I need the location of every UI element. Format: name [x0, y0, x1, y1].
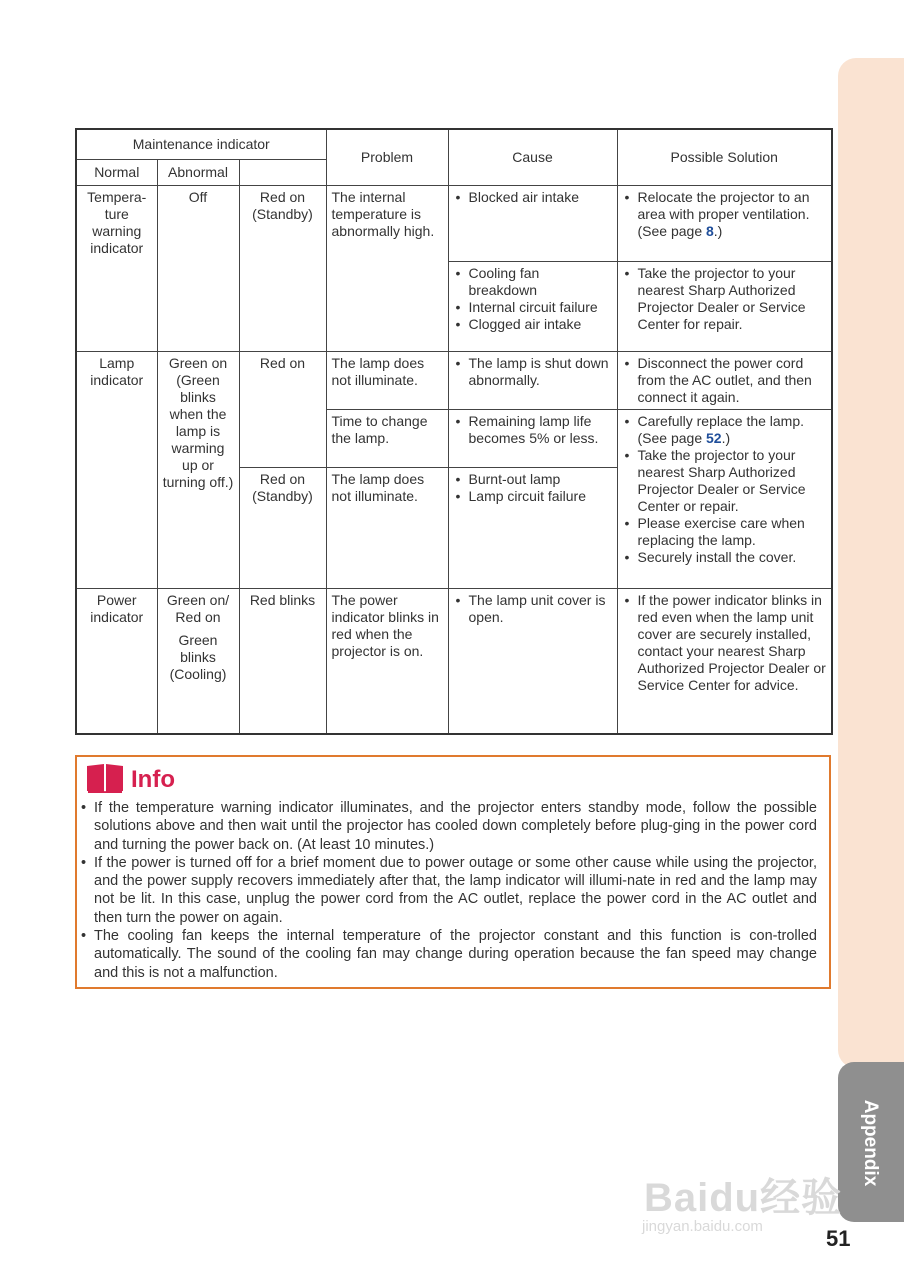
page-link[interactable]: 52: [706, 429, 722, 446]
temperature-indicator-label: Tempera-ture warning indicator: [76, 185, 157, 351]
header-problem: Problem: [326, 129, 448, 185]
solution-item: • Carefully replace the lamp. (See page 52.): [638, 413, 827, 447]
temperature-solution-1: [617, 185, 832, 261]
maintenance-indicator-table: [75, 128, 833, 735]
solution-item: • Please exercise care when replacing the lamp.: [638, 515, 827, 549]
cause-item: • The lamp unit cover is open.: [469, 592, 612, 626]
lamp-indicator-label: Lamp indicator: [76, 351, 157, 588]
watermark-url: jingyan.baidu.com: [642, 1218, 763, 1235]
temperature-cause-1: [448, 185, 617, 261]
lamp-solution-1: [617, 351, 832, 409]
header-cause: Cause: [448, 129, 617, 185]
lamp-abnormal-state-3: Red on (Standby): [239, 467, 326, 588]
cause-item: • The lamp is shut down abnormally.: [469, 355, 612, 389]
appendix-tab-label: Appendix: [860, 1099, 881, 1187]
info-header: [85, 763, 175, 793]
temperature-solution-2: [617, 261, 832, 351]
info-item: • The cooling fan keeps the internal temperature of the projector constant and this function is con-trolled automatically. The sound of the cooling fan may change during operation because the fan speed may change and this is not a malfunction.: [81, 927, 817, 982]
lamp-abnormal-state-1: Red on: [239, 351, 326, 467]
power-indicator-label: Power indicator: [76, 588, 157, 734]
power-normal-line-1: Green on/ Red on: [166, 591, 230, 625]
power-solution: [617, 588, 832, 734]
watermark-logo: Baidu经验: [644, 1176, 843, 1220]
lamp-cause-1: [448, 351, 617, 409]
side-tab-background: [838, 58, 904, 1068]
info-item: • If the temperature warning indicator illuminates, and the projector enters standby mode, follow the possible solutions above and then wait until the projector has cooled down completely before plug-ging in the power cord and turning the power back on. (At least 10 minutes.): [81, 799, 817, 854]
page-number: 51: [826, 1226, 851, 1251]
temperature-abnormal-state: Red on (Standby): [239, 185, 326, 351]
power-cause: [448, 588, 617, 734]
page-link[interactable]: 8: [706, 222, 714, 239]
cause-item: • Lamp circuit failure: [469, 488, 612, 505]
header-maintenance-indicator: Maintenance indicator: [76, 129, 326, 159]
power-abnormal-state: Red blinks: [239, 588, 326, 734]
header-normal: Normal: [76, 159, 157, 185]
lamp-problem-2: Time to change the lamp.: [326, 409, 448, 467]
power-problem: The power indicator blinks in red when the projector is on.: [326, 588, 448, 734]
temperature-normal-state: Off: [157, 185, 239, 351]
solution-item: • Take the projector to your nearest Sharp Authorized Projector Dealer or Service Center or repair.: [638, 447, 827, 515]
info-list: [81, 799, 817, 982]
temperature-problem: The internal temperature is abnormally high.: [326, 185, 448, 351]
lamp-solution-2: [617, 409, 832, 588]
info-box: [75, 755, 831, 989]
cause-item: • Blocked air intake: [469, 189, 612, 206]
solution-item: • Disconnect the power cord from the AC outlet, and then connect it again.: [638, 355, 827, 406]
header-abnormal: Abnormal: [157, 159, 239, 185]
book-icon: [85, 763, 125, 793]
cause-item: • Clogged air intake: [469, 316, 612, 333]
info-item: • If the power is turned off for a brief moment due to power outage or some other cause while using the projector, and the power supply recovers immediately after that, the lamp indicator will illumi-nate in red and the lamp may not be lit. In this case, unplug the power cord from the AC outlet, replace the power cord in the AC outlet and then turn the power on again.: [81, 854, 817, 927]
power-normal-line-2: Green blinks (Cooling): [169, 631, 227, 682]
cause-item: • Remaining lamp life becomes 5% or less.: [469, 413, 612, 447]
cause-item: • Internal circuit failure: [469, 299, 612, 316]
watermark: [636, 1148, 852, 1248]
lamp-cause-3: [448, 467, 617, 588]
lamp-problem-3: The lamp does not illuminate.: [326, 467, 448, 588]
cause-item: • Cooling fan breakdown: [469, 265, 612, 299]
cause-item: • Burnt-out lamp: [469, 471, 612, 488]
power-normal-state: [157, 588, 239, 734]
temperature-cause-2: [448, 261, 617, 351]
solution-item: • Securely install the cover.: [638, 549, 827, 566]
solution-item: • If the power indicator blinks in red even when the lamp unit cover are securely installed, contact your nearest Sharp Authorized Projector Dealer or Service Center for advice.: [638, 592, 827, 694]
header-possible-solution: Possible Solution: [617, 129, 832, 185]
lamp-normal-state: Green on (Green blinks when the lamp is warming up or turning off.): [157, 351, 239, 588]
solution-item: • Take the projector to your nearest Sharp Authorized Projector Dealer or Service Center for repair.: [638, 265, 827, 333]
lamp-cause-2: [448, 409, 617, 467]
lamp-problem-1: The lamp does not illuminate.: [326, 351, 448, 409]
info-title: Info: [131, 766, 175, 793]
solution-item: • Relocate the projector to an area with proper ventilation. (See page 8.): [638, 189, 827, 240]
